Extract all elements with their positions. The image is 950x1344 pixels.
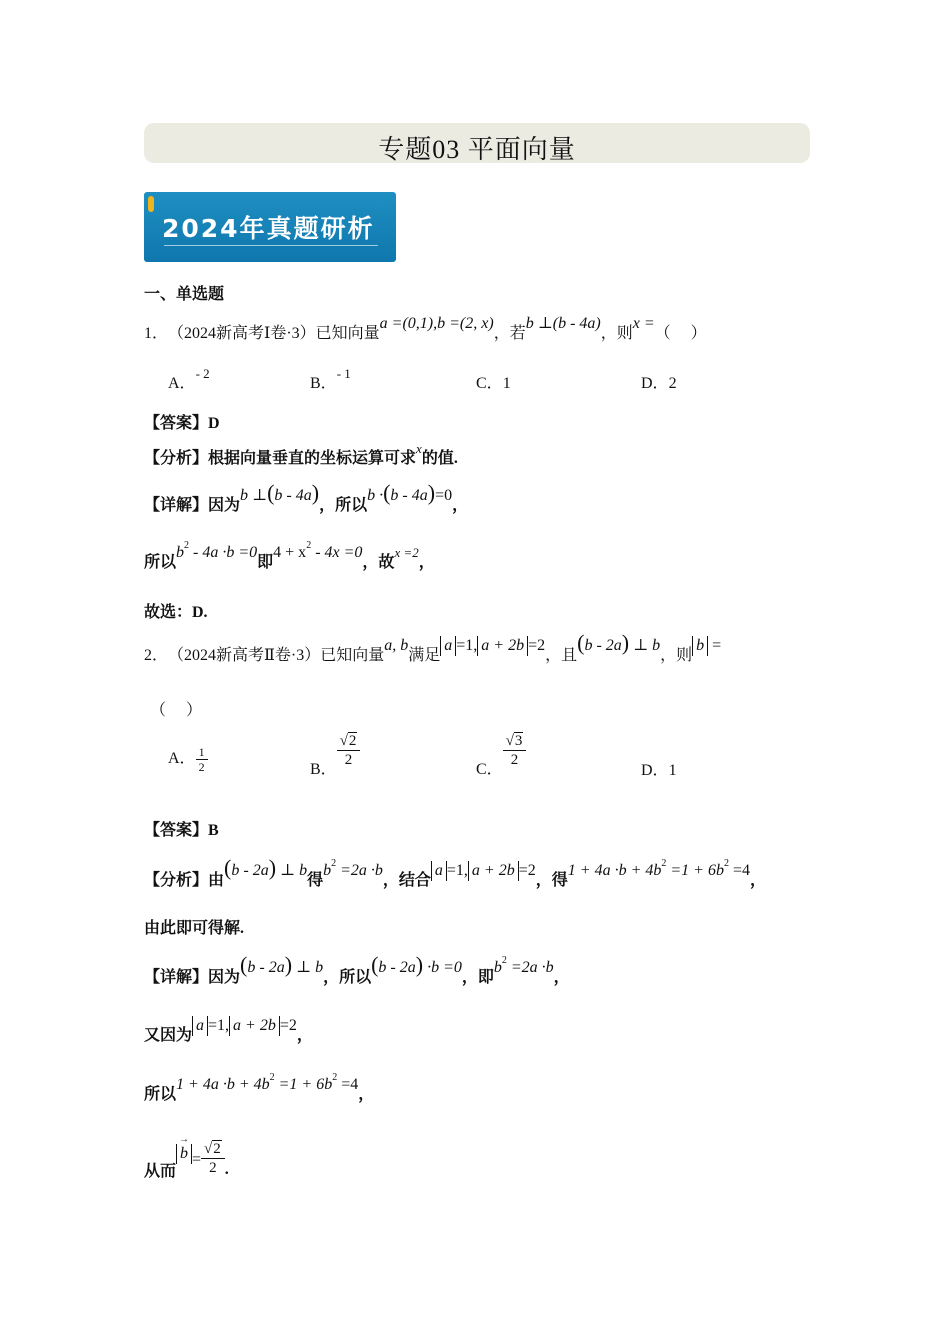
q2-math-abs-a2b: a + 2b [477,636,528,656]
q2-detail-end: ， [553,969,570,986]
q2-detail-line3: 所以$1 + 4a \cdot b + 4b^2 =1 + 6b^2 =4$， [144,1072,375,1103]
banner-underline [164,245,378,246]
q2-l2-abs-a2b: a + 2b [229,1016,280,1036]
q2-source: （2024新高考Ⅱ卷·3）已知向量 [176,647,385,664]
q2-an-math-4b: =1 + 6b [670,862,724,879]
q2-l3-math-1: 1 + 4a ·b + 4b [176,1076,270,1093]
q2-option-a-num: 1 [196,745,208,760]
q2-answer-value: B [208,822,219,839]
q1-option-a[interactable] [168,366,210,393]
q1-answer-value: D [208,415,220,432]
q2-an-math-4: 1 + 4a ·b + 4b [567,862,662,879]
q2-an-math-2: =2a ·b [340,862,383,879]
q2-math-eq2: =2 [528,637,546,654]
q2-l4-den: 2 [209,1160,217,1176]
q2-detail: 【详解】因为(b - 2a) ⊥ b，所以(b - 2a) ·b =0，即$b^2 =2a \cdot b$， [144,952,570,986]
q2-an-eq1: =1, [446,862,468,879]
title-bar [144,123,810,163]
q2-option-c-den: 2 [503,750,527,769]
q1-option-c-label: C． [476,375,503,392]
q2-analysis-line2: 由此即可得解. [144,920,245,937]
banner-title: 2024年真题研析 [162,214,375,243]
q1-option-d-label: D． [641,375,669,392]
q2-number: 2． [144,647,169,664]
q1-detail-pre: 因为 [208,497,241,514]
q1-detail-math-2: b · [367,487,384,504]
q2-answer [144,817,219,840]
q1-line2-end: ， [418,554,435,571]
q2-analysis: 【分析】由(b - 2a) ⊥ b得$b^2 =2a \cdot b$，结合a =1, a + 2b =2，得$1 + 4a \cdot b + 4b^2 =1 + 6b^2 =4$， [144,855,766,889]
q2-l4-eq: = [192,1151,202,1169]
q1-detail: 【详解】因为b ⊥(b - 4a)，所以b ·(b - 4a)=0， [144,480,469,514]
q1-option-a-value: - 2 [195,366,210,381]
q1-option-d[interactable] [641,370,677,393]
q1-conclusion: 故选：D. [144,604,208,621]
q1-line2-gu: ，故 [362,554,395,571]
q1-line2-ji: 即 [257,554,274,571]
q2-detail-line2 [144,1017,313,1046]
q2-l3-math-2: =1 + 6b [278,1076,333,1093]
q2-blank: （ ） [150,702,203,719]
q2-option-d-value: 1 [668,762,677,779]
q2-option-d[interactable] [641,757,677,780]
q1-line2-math-3: x =2 [394,545,419,560]
q2-detail-sy: ，所以 [323,969,372,986]
q2-math-eq: = [712,637,722,654]
q2-an-jh: ，结合 [382,872,431,889]
q2-option-b[interactable]: B． $\frac{√2}{2}$ [310,732,360,769]
q2-detail-math-1: b - 2a [247,959,285,976]
q2-l2-abs-a: a [192,1016,208,1036]
q2-option-a-label: A． [168,750,196,768]
q2-option-b-den: 2 [337,750,361,769]
q2-analysis-you: 由 [208,872,225,889]
q1-option-b[interactable] [310,366,351,393]
q2-an-eq2: =2 [518,862,536,879]
q2-math-perp-b: ⊥ b [633,637,661,654]
q2-an-abs-a2b: a + 2b [468,861,519,881]
q1-condition: b ⊥(b - 4a) [525,315,601,332]
q2-detail-yw: 因为 [208,969,241,986]
q1-analysis [144,441,458,468]
q2-option-c[interactable]: C． $\frac{√3}{2}$ [476,732,526,769]
q1-analysis-tag: 【分析】 [144,450,209,467]
q2-l2-end: ， [296,1027,313,1044]
q2-detail-math-3: =2a ·b [510,959,554,976]
q2-option-b-num: 2 [348,733,357,749]
q1-analysis-post: 的值. [421,450,458,467]
q1-detail-tag: 【详解】 [144,497,209,514]
q2-answer-tag: 【答案】 [144,822,209,839]
section-banner [144,192,396,262]
q2-analysis-tag: 【分析】 [144,872,209,889]
q2-vars: a, b [384,637,409,654]
q2-option-b-label: B． [310,761,337,779]
q1-line2-pre: 所以 [144,554,177,571]
q2-an-end: ， [749,872,766,889]
section-heading: 一、单选题 [144,286,225,303]
q2-detail-ji: ，即 [461,969,494,986]
q1-option-a-label: A． [168,375,196,392]
q2-and: ，且 [545,647,578,664]
q2-detail-math-1b: ⊥ b [296,959,324,976]
q2-l2-eq2: =2 [279,1017,297,1034]
q1-analysis-text: 根据向量垂直的坐标运算可求 [208,450,417,467]
q2-an-math-1b: ⊥ b [280,862,308,879]
q2-detail-math-2: b - 2a [378,959,416,976]
q2-satisfy: 满足 [408,647,441,664]
q1-detail-end: ， [452,497,469,514]
q1-cond-pre: ，若 [493,325,526,342]
q1-detail-math-2c: =0 [435,487,453,504]
q1-source: （2024新高考Ⅰ卷·3）已知向量 [176,325,380,342]
q1-line2-math-2: 4 + x [273,544,307,561]
q2-math-perp: b - 2a [584,637,622,654]
q1-option-b-label: B． [310,375,337,392]
q2-option-a[interactable] [168,745,208,774]
q1-detail-mid: ，所以 [319,497,368,514]
q1-blank: （ ） [654,325,707,342]
q1-answer-tag: 【答案】 [144,415,209,432]
q1-detail-math-1b: b - 4a [274,487,312,504]
q2-l3-end: ， [358,1086,375,1103]
q2-stem: 2． （2024新高考Ⅱ卷·3）已知向量a, b满足a =1, a + 2b =2，且(b - 2a) ⊥ b，则b = [144,630,722,664]
q2-l2-eq1: =1, [208,1017,230,1034]
q1-answer [144,410,220,433]
q1-ask-pre: ，则 [600,325,633,342]
q2-l2-pre: 又因为 [144,1027,193,1044]
q1-given: a =(0,1),b =(2, x) [379,315,494,332]
q2-math-abs-b: b [692,636,708,656]
q2-detail-line4: 从而 → b = $\frac{√2}{2}$ . [144,1134,229,1181]
q2-an-math-1: b - 2a [231,862,269,879]
q1-detail-math-1: b ⊥ [240,487,268,504]
q2-option-a-den: 2 [198,760,205,774]
q1-detail-line2: 所以$b^2 - 4a \cdot b =0$即$4 + x^2 - 4x =0$，故$^{x =2}$， [144,540,435,571]
q2-an-de2: ，得 [535,872,568,889]
q1-stem [144,315,707,343]
q2-l4-abs-b: b [176,1144,192,1164]
q1-option-c-value: 1 [502,375,511,392]
q2-l4-num: 2 [213,1141,221,1157]
q2-l4-pre: 从而 [144,1163,177,1181]
q2-option-d-label: D． [641,762,669,779]
q1-analysis-var: x [416,441,422,456]
page-title: 专题03 平面向量 [378,135,576,164]
q1-ask: x = [632,315,655,332]
q1-option-b-value: - 1 [336,366,351,381]
q1-number: 1． [144,325,169,342]
q2-an-math-4c: =4 [732,862,750,879]
q2-math-eq1: =1, [456,637,478,654]
q1-option-d-value: 2 [668,375,677,392]
banner-tab-marker [148,196,154,212]
q2-an-de: 得 [307,872,324,889]
q2-detail-math-2b: ·b =0 [427,959,462,976]
q1-line2-math-1: - 4a ·b =0 [193,544,258,561]
q2-l3-math-3: =4 [341,1076,359,1093]
q2-option-c-label: C． [476,761,503,779]
q2-l3-pre: 所以 [144,1086,177,1103]
q2-l4-end: . [224,1161,229,1179]
q1-detail-math-2b: b - 4a [390,487,428,504]
q2-math-abs-a: a [440,636,456,656]
q2-detail-tag: 【详解】 [144,969,209,986]
q1-option-c[interactable] [476,370,511,393]
q2-option-c-num: 3 [514,733,523,749]
q2-then: ，则 [660,647,693,664]
q2-an-abs-a: a [431,861,447,881]
q1-line2-math-2b: - 4x =0 [315,544,363,561]
